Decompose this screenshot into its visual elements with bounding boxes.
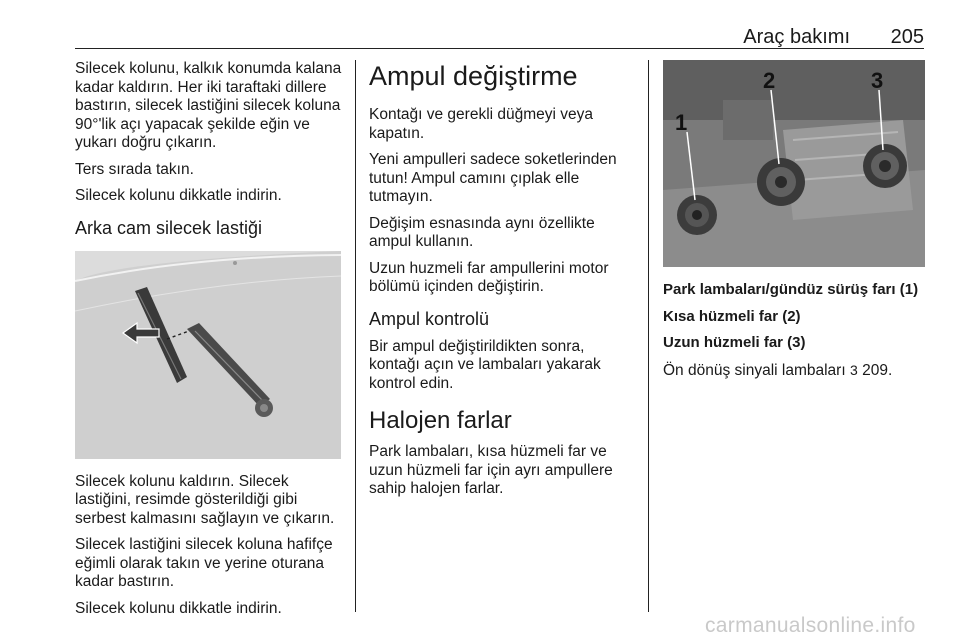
reference-page: 209. bbox=[862, 361, 893, 379]
paragraph: Silecek kolunu dikkatle indirin. bbox=[75, 187, 282, 204]
headlamp-bulbs-photo bbox=[663, 60, 925, 267]
caption: Kısa hüzmeli far (2) bbox=[663, 307, 801, 325]
paragraph: Park lambaları, kısa hüzmeli far ve uzun hüzmeli far için ayrı ampullere sahip halojen farlar. bbox=[369, 443, 613, 497]
watermark: carmanualsonline.info bbox=[705, 614, 916, 637]
column-left bbox=[75, 60, 343, 626]
section-title: Araç bakımı bbox=[743, 26, 850, 48]
column-right bbox=[663, 60, 925, 388]
reference-arrow-icon: 3 bbox=[849, 361, 858, 378]
paragraph: Silecek lastiğini silecek koluna hafifçe eğimli olarak takın ve yerine oturana kadar bastırın. bbox=[75, 536, 333, 590]
page-number: 205 bbox=[890, 26, 924, 48]
rear-wiper-illustration bbox=[75, 251, 341, 459]
paragraph: Silecek kolunu, kalkık konumda kalana kadar kaldırın. Her iki taraftaki dillere bastırın, silecek lastiğini silecek koluna 90°'lik açı yapacak şekilde eğin ve yukarı doğru çıkarın. bbox=[75, 60, 342, 151]
page-title: Ampul değiştirme bbox=[369, 61, 578, 91]
paragraph: Değişim esnasında aynı özellikte ampul kullanın. bbox=[369, 214, 595, 250]
section-heading: Arka cam silecek lastiği bbox=[75, 217, 263, 238]
callout-3: 3 bbox=[871, 68, 884, 93]
caption: Uzun hüzmeli far (3) bbox=[663, 334, 806, 351]
caption: Park lambaları/gündüz sürüş farı (1) bbox=[663, 281, 919, 298]
callout-1: 1 bbox=[675, 110, 688, 135]
paragraph: Kontağı ve gerekli düğmeyi veya kapatın. bbox=[369, 106, 594, 142]
paragraph: Silecek kolunu dikkatle indirin. bbox=[75, 599, 282, 617]
callout-2: 2 bbox=[763, 68, 776, 93]
paragraph: Yeni ampulleri sadece soketlerinden tutun! Ampul camını çıplak elle tutmayın. bbox=[369, 151, 617, 205]
cross-reference bbox=[663, 361, 925, 381]
paragraph: Bir ampul değiştirildikten sonra, kontağı açın ve lambaları yakarak kontrol edin. bbox=[369, 337, 601, 392]
reference-text: Ön dönüş sinyali lambaları bbox=[663, 361, 846, 379]
paragraph: Uzun huzmeli far ampullerini motor bölümü içinden değiştirin. bbox=[369, 259, 609, 295]
column-divider bbox=[355, 60, 356, 612]
section-heading: Halojen farlar bbox=[369, 407, 512, 434]
column-divider bbox=[648, 60, 649, 612]
paragraph: Ters sırada takın. bbox=[75, 160, 194, 178]
section-heading: Ampul kontrolü bbox=[369, 308, 490, 329]
column-middle bbox=[369, 60, 634, 507]
paragraph: Silecek kolunu kaldırın. Silecek lastiğini, resimde gösterildiği gibi serbest kalmasını sağlayın ve çıkarın. bbox=[75, 472, 335, 527]
page-header bbox=[75, 0, 924, 49]
